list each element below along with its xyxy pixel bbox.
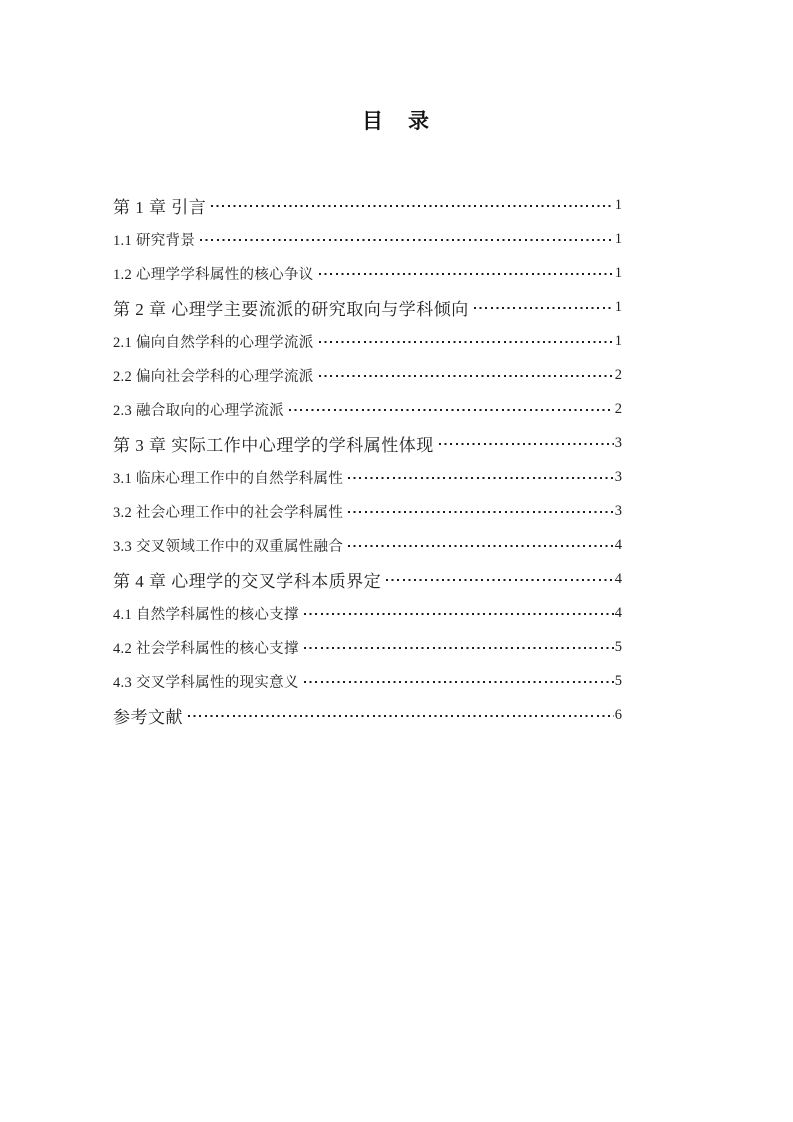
toc-entry[interactable] — [113, 664, 622, 698]
toc-entry-page-number: 3 — [614, 502, 622, 519]
dot-leader — [319, 266, 614, 280]
toc-entry-page-number: 1 — [614, 264, 622, 281]
toc-entry[interactable] — [113, 324, 622, 358]
toc-entry[interactable] — [113, 494, 622, 528]
toc-entry-page-number: 3 — [614, 468, 622, 485]
toc-entry-page-number: 2 — [614, 366, 622, 383]
toc-title: 目 录 — [362, 109, 431, 133]
toc-entry-page-number: 1 — [614, 196, 622, 213]
toc-entry[interactable] — [113, 290, 622, 324]
dot-leader — [386, 572, 614, 586]
dot-leader — [188, 708, 614, 722]
toc-entry[interactable] — [113, 392, 622, 426]
toc-entry-label: 1.1 研究背景 — [113, 232, 196, 249]
toc-entry[interactable] — [113, 426, 622, 460]
toc-entry-label: 4.2 社会学科属性的核心支撑 — [113, 640, 299, 657]
dot-leader — [319, 368, 614, 382]
toc-entry-label: 参考文献 — [113, 707, 183, 727]
toc-entry-page-number: 1 — [614, 230, 622, 247]
dot-leader — [319, 334, 614, 348]
toc-entry[interactable] — [113, 188, 622, 222]
toc-entry-label: 1.2 心理学学科属性的核心争议 — [113, 266, 314, 283]
dot-leader — [304, 640, 614, 654]
dot-leader — [439, 436, 614, 450]
toc-entry[interactable] — [113, 630, 622, 664]
toc-entry[interactable] — [113, 562, 622, 596]
toc-entry-label: 3.2 社会心理工作中的社会学科属性 — [113, 504, 344, 521]
toc-entry-page-number: 5 — [614, 638, 622, 655]
dot-leader — [304, 606, 614, 620]
toc-entry[interactable] — [113, 460, 622, 494]
dot-leader — [200, 232, 614, 246]
toc-entry-page-number: 6 — [614, 706, 622, 723]
dot-leader — [348, 538, 614, 552]
dot-leader — [348, 470, 614, 484]
toc-entry-page-number: 4 — [614, 536, 622, 553]
dot-leader — [474, 300, 614, 314]
toc-entry[interactable] — [113, 256, 622, 290]
dot-leader — [304, 674, 614, 688]
toc-entry-page-number: 3 — [614, 434, 622, 451]
toc-entry-label: 4.1 自然学科属性的核心支撑 — [113, 606, 299, 623]
toc-entry-label: 2.2 偏向社会学科的心理学流派 — [113, 368, 314, 385]
dot-leader — [289, 402, 614, 416]
toc-entry[interactable] — [113, 222, 622, 256]
toc-entry-label: 第 2 章 心理学主要流派的研究取向与学科倾向 — [113, 299, 469, 319]
dot-leader — [211, 198, 614, 212]
toc-entry-label: 3.3 交叉领域工作中的双重属性融合 — [113, 538, 344, 555]
toc-entry-page-number: 2 — [614, 400, 622, 417]
toc-entry-label: 第 4 章 心理学的交叉学科本质界定 — [113, 571, 382, 591]
toc-list — [113, 188, 622, 732]
toc-entry-page-number: 4 — [614, 570, 622, 587]
toc-entry-label: 2.1 偏向自然学科的心理学流派 — [113, 334, 314, 351]
toc-entry-label: 2.3 融合取向的心理学流派 — [113, 402, 284, 419]
toc-entry-page-number: 5 — [614, 672, 622, 689]
toc-entry-label: 3.1 临床心理工作中的自然学科属性 — [113, 470, 344, 487]
toc-entry[interactable] — [113, 698, 622, 732]
toc-entry[interactable] — [113, 358, 622, 392]
toc-entry-page-number: 4 — [614, 604, 622, 621]
toc-entry-label: 第 3 章 实际工作中心理学的学科属性体现 — [113, 435, 434, 455]
toc-entry[interactable] — [113, 596, 622, 630]
toc-entry-page-number: 1 — [614, 298, 622, 315]
toc-entry-label: 4.3 交叉学科属性的现实意义 — [113, 674, 299, 691]
toc-entry-page-number: 1 — [614, 332, 622, 349]
dot-leader — [348, 504, 614, 518]
toc-entry-label: 第 1 章 引言 — [113, 197, 207, 217]
toc-entry[interactable] — [113, 528, 622, 562]
